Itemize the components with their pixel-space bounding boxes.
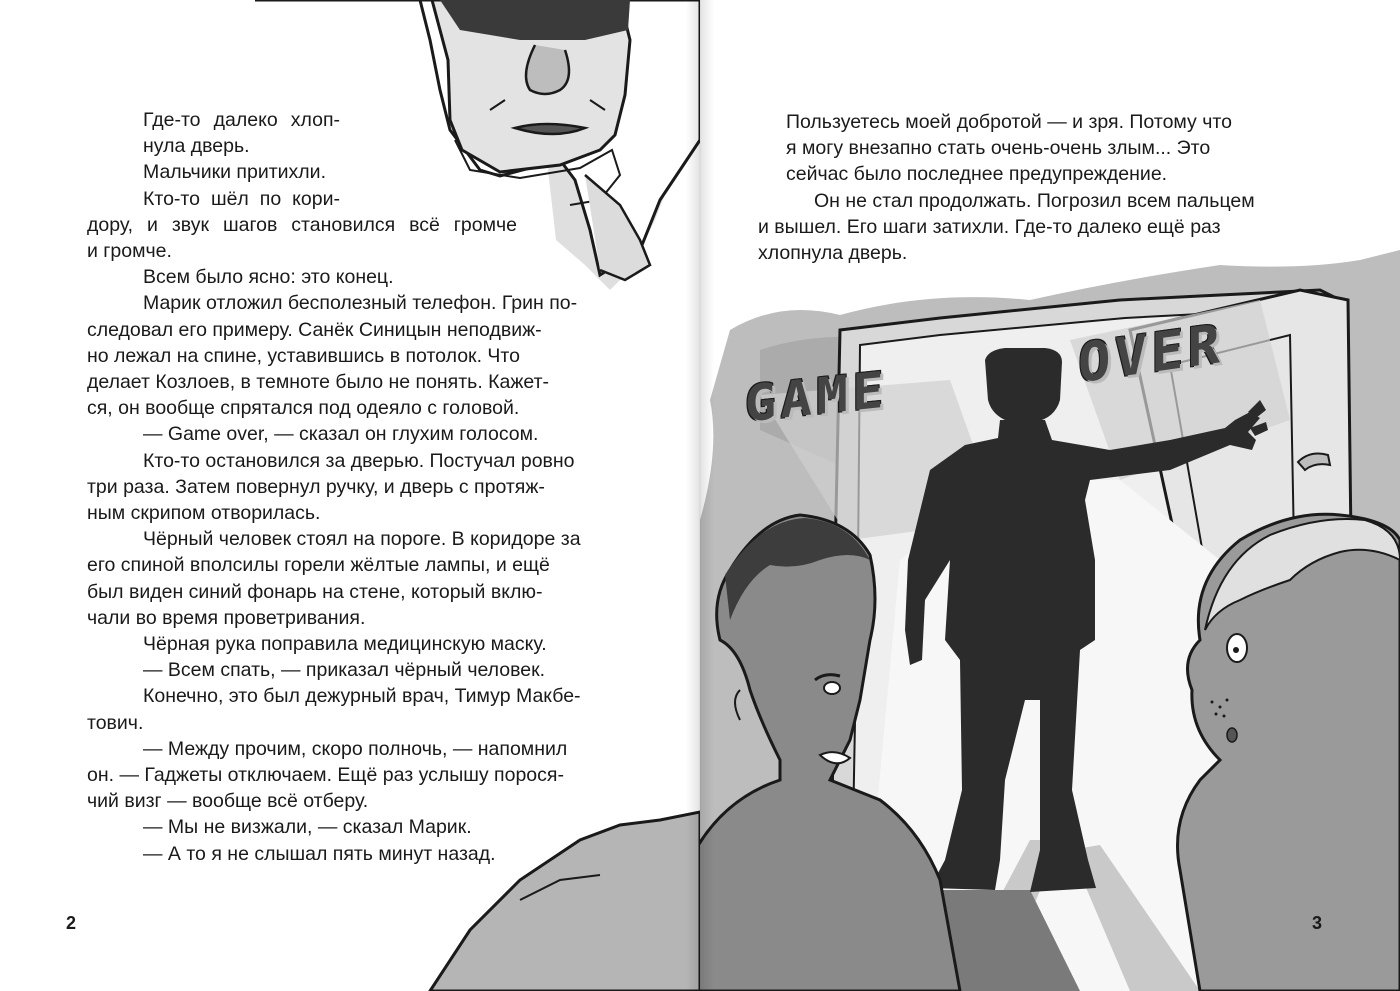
text-line: и громче. [87,240,172,263]
page-number-right: 3 [1312,913,1323,933]
text-line: Пользуетесь моей добротой — и зря. Потому что [786,111,1232,133]
text-line: — Мы не визжали, — сказал Марик. [143,816,472,839]
paragraph [758,188,1276,267]
sign-word-game: GAME [744,360,888,434]
text-line: — Всем спать, — приказал чёрный человек. [143,659,546,682]
text-line: три раза. Затем повернул ручку, и дверь с протяж- [87,475,545,498]
text-line: сейчас было последнее предупреждение. [786,163,1168,186]
text-line: я могу внезапно стать очень-очень злым... Это [786,137,1211,160]
text-line: Мальчики притихли. [143,161,326,184]
text-line: Кто-то шёл по кори- [143,187,340,210]
text-line: Конечно, это был дежурный врач, Тимур Макбе- [143,685,581,708]
text-line: и вышел. Его шаги затихли. Где-то далеко ещё раз [758,215,1221,238]
sign-word-over: OVER [1078,311,1225,396]
text-line: Кто-то остановился за дверью. Постучал ровно [143,449,575,472]
text-line: — А то я не слышал пять минут назад. [143,842,496,865]
text-line: хлопнула дверь. [758,242,908,265]
text-line: следовал его примеру. Санёк Синицын неподвиж- [87,318,542,341]
right-page-text [758,109,1276,266]
text-line: нула дверь. [143,135,250,158]
text-line: Чёрная рука поправила медицинскую маску. [143,633,547,656]
page-number-left: 2 [66,913,77,933]
text-line: ся, он вообще спрятался под одеяло с головой. [87,397,520,420]
text-line: — Между прочим, скоро полночь, — напомнил [143,737,568,760]
text-line: Всем было ясно: это конец. [143,266,394,289]
text-line: дору, и звук шагов становился всё громче [87,213,517,236]
text-line: Чёрный человек стоял на пороге. В коридоре за [143,528,581,551]
text-line: Где-то далеко хлоп- [143,109,340,131]
text-line: — Game over, — сказал он глухим голосом. [143,423,539,446]
text-line: Он не стал продолжать. Погрозил всем пальцем [814,189,1255,212]
text-line: он. — Гаджеты отключаем. Ещё раз услышу порося- [87,764,564,787]
text-line: тович. [87,711,144,734]
paragraph [786,109,1276,188]
text-line: его спиной вполсилы горели жёлтые лампы, и ещё [87,554,550,577]
text-line: чий визг — вообще всё отберу. [87,790,369,813]
text-line: ным скрипом отворилась. [87,502,321,525]
text-line: делает Козлоев, в темноте было не понять. Кажет- [87,371,550,394]
text-line: Марик отложил бесполезный телефон. Грин по- [143,292,578,315]
game-over-sign [740,300,1300,460]
text-line: но лежал на спине, уставившись в потолок. Что [87,344,520,367]
text-line: чали во время проветривания. [87,606,366,629]
text-line: был виден синий фонарь на стене, который вклю- [87,580,543,603]
